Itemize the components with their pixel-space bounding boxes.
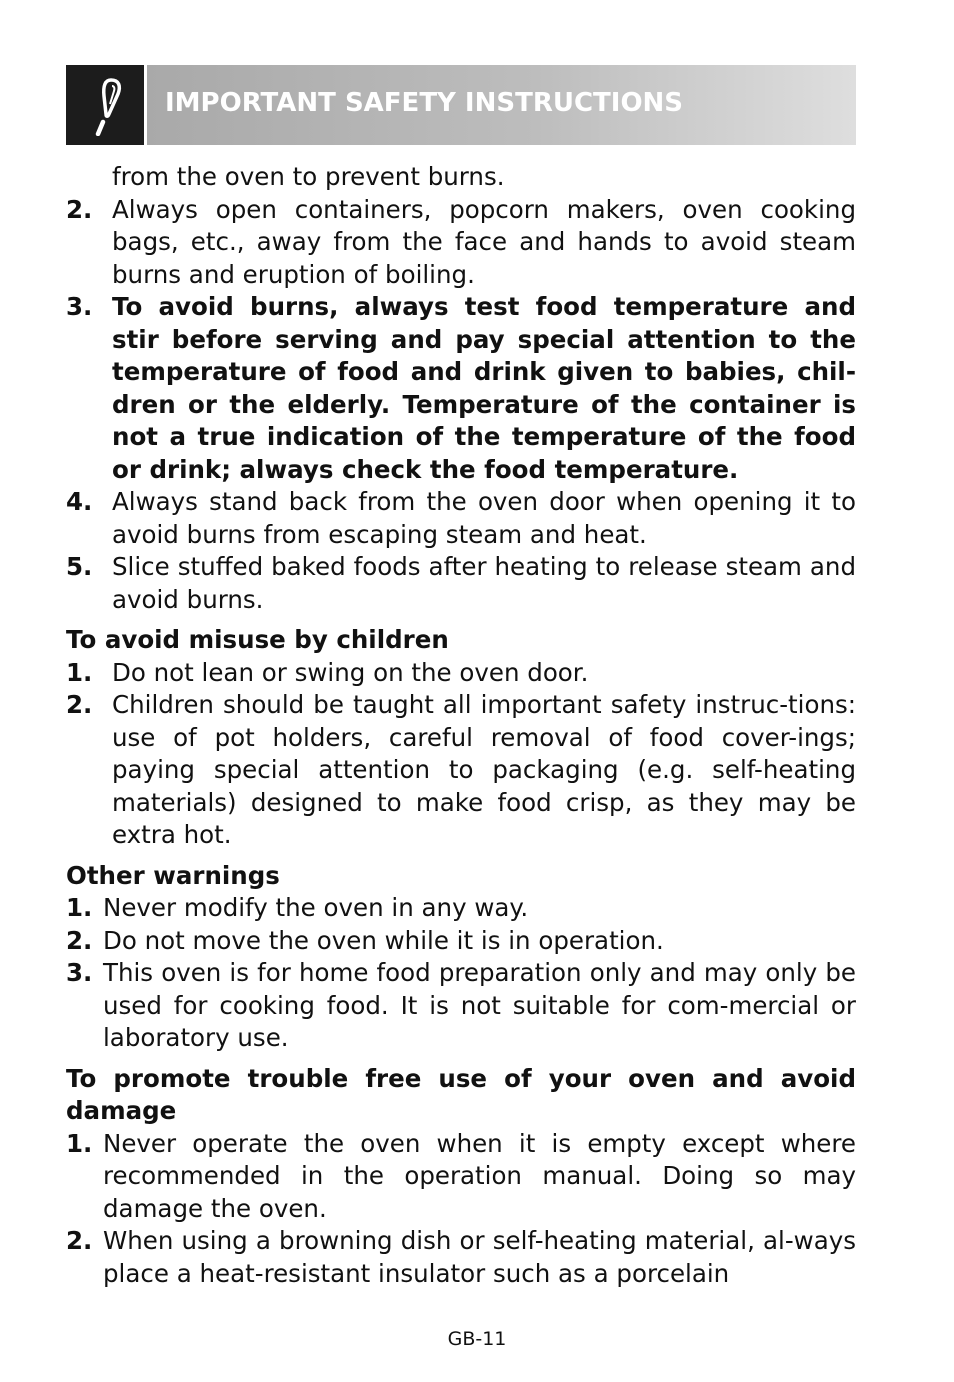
item-text: Children should be taught all important safety instruc-tions: use of pot holders, careful removal of food cover-ings; paying special attention to packaging (e.g. self-heating materials) designed to make food crisp, as they may be extra hot. — [112, 690, 856, 849]
item-number: 1. — [66, 893, 93, 922]
item-number: 1. — [66, 657, 93, 687]
list-item — [66, 657, 856, 690]
list-item — [66, 689, 856, 852]
item-number: 3. — [66, 292, 93, 321]
section-heading: To promote trouble free use of your oven and avoid damage — [66, 1063, 856, 1125]
section-header — [66, 65, 856, 145]
item-text: Do not move the oven while it is in operation. — [103, 925, 664, 955]
list-item — [66, 291, 856, 486]
item-text: Always stand back from the oven door when opening it to avoid burns from escaping steam and heat. — [112, 487, 856, 549]
list-item — [66, 925, 856, 958]
item-text: Slice stuffed baked foods after heating to release steam and avoid burns. — [112, 552, 856, 614]
item-number: 5. — [66, 552, 93, 581]
section-heading: Other warnings — [66, 860, 280, 890]
intro-continuation: from the oven to prevent burns. — [112, 162, 505, 191]
item-text: When using a browning dish or self-heating material, al-ways place a heat-resistant insulator such as a porcelain — [103, 1226, 856, 1288]
list-item — [66, 551, 856, 616]
item-number: 1. — [66, 1128, 93, 1158]
list-item — [66, 1128, 856, 1226]
exclamation-icon — [66, 65, 144, 145]
list-item — [66, 892, 856, 925]
page-number: GB-11 — [447, 1328, 507, 1350]
page-title: IMPORTANT SAFETY INSTRUCTIONS — [165, 88, 684, 118]
item-text: To avoid burns, always test food temperature and stir before serving and pay special attention to the temperature of food and drink given to babies, chil-dren or the elderly. Temperature of the container is not a true indication of the temperature of the food or drink; always check the food temperature. — [112, 292, 856, 484]
item-number: 3. — [66, 958, 93, 987]
item-text: This oven is for home food preparation only and may only be used for cooking food. It is not suitable for com-mercial or laboratory use. — [103, 958, 856, 1052]
item-number: 2. — [66, 194, 93, 224]
item-number: 2. — [66, 925, 93, 955]
list-item — [66, 194, 856, 292]
header-bar — [147, 65, 856, 145]
document-body — [66, 161, 856, 1290]
section-heading: To avoid misuse by children — [66, 625, 449, 654]
list-item — [66, 1225, 856, 1290]
item-number: 2. — [66, 690, 93, 719]
list-item — [66, 486, 856, 551]
item-text: Never modify the oven in any way. — [103, 893, 529, 922]
item-text: Do not lean or swing on the oven door. — [112, 657, 589, 687]
item-number: 4. — [66, 487, 93, 516]
item-text: Never operate the oven when it is empty except where recommended in the operation manual. Doing so may damage the oven. — [103, 1128, 856, 1223]
item-number: 2. — [66, 1226, 93, 1255]
list-item — [66, 957, 856, 1055]
item-text: Always open containers, popcorn makers, oven cooking bags, etc., away from the face and hands to avoid steam burns and eruption of boiling. — [112, 194, 856, 289]
